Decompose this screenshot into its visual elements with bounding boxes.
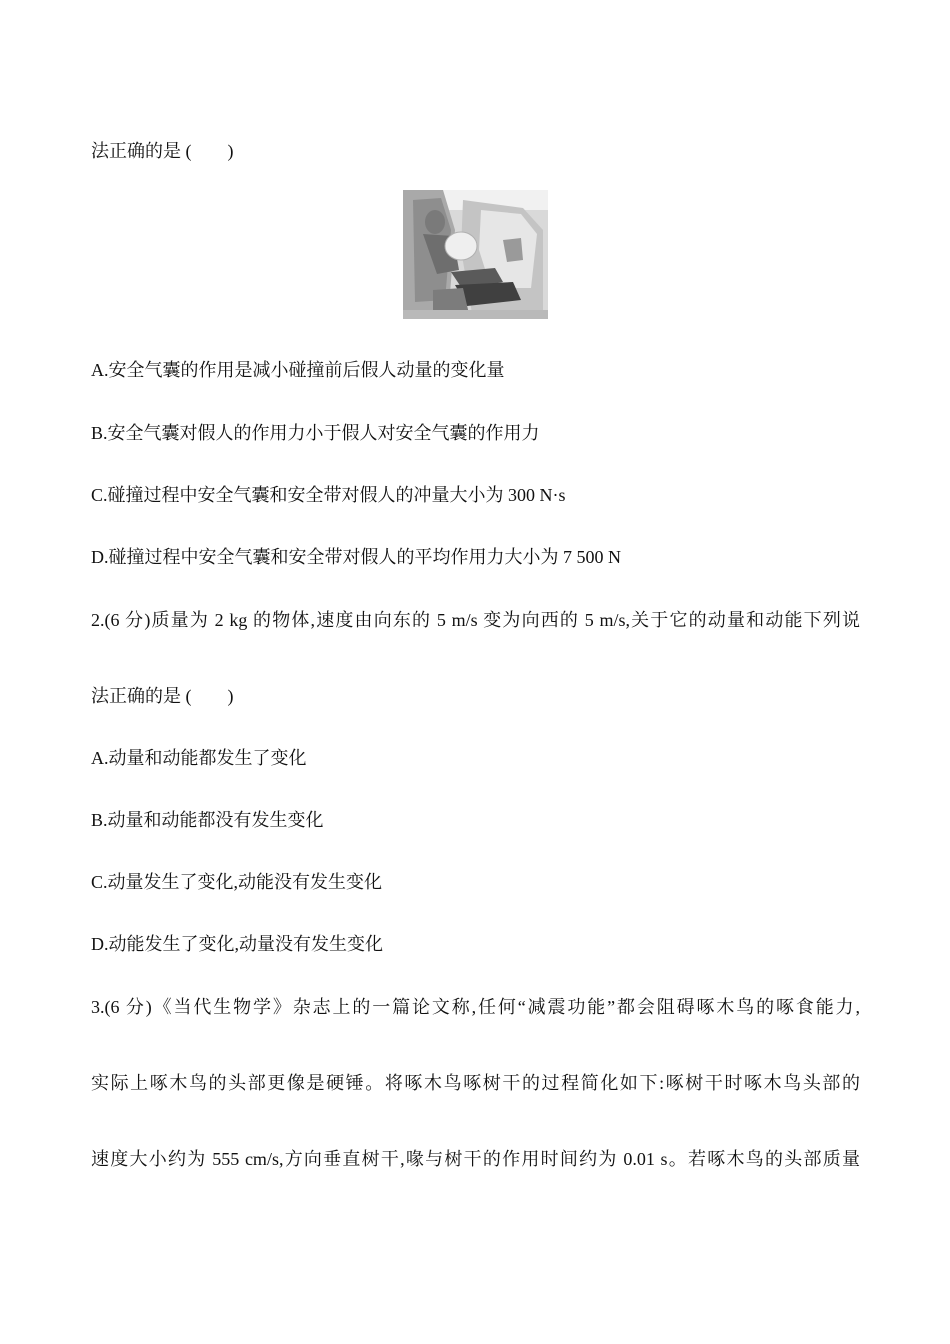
q2-option-b: B.动量和动能都没有发生变化: [91, 810, 324, 830]
crash-test-photo: [403, 190, 548, 319]
q1-option-c: C.碰撞过程中安全气囊和安全带对假人的冲量大小为 300 N·s: [91, 485, 566, 505]
q3-line3: 速度大小约为 555 cm/s,方向垂直树干,喙与树干的作用时间约为 0.01 s。若啄木鸟的头部质量: [91, 1149, 860, 1169]
q2-option-d: D.动能发生了变化,动量没有发生变化: [91, 934, 383, 954]
q3-line1: 3.(6 分)《当代生物学》杂志上的一篇论文称,任何“减震功能”都会阻碍啄木鸟的啄食能力,: [91, 997, 860, 1017]
q1-option-a: A.安全气囊的作用是减小碰撞前后假人动量的变化量: [91, 360, 505, 380]
q3-line2: 实际上啄木鸟的头部更像是硬锤。将啄木鸟啄树干的过程简化如下:啄树干时啄木鸟头部的: [91, 1073, 860, 1093]
q2-option-a: A.动量和动能都发生了变化: [91, 748, 307, 768]
q1-option-b: B.安全气囊对假人的作用力小于假人对安全气囊的作用力: [91, 423, 540, 443]
q1-option-d: D.碰撞过程中安全气囊和安全带对假人的平均作用力大小为 7 500 N: [91, 547, 621, 567]
q2-stem-line2: 法正确的是 ( ): [91, 686, 234, 706]
q2-option-c: C.动量发生了变化,动能没有发生变化: [91, 872, 383, 892]
q1-stem-tail: 法正确的是 ( ): [91, 141, 234, 161]
q2-stem-line1: 2.(6 分)质量为 2 kg 的物体,速度由向东的 5 m/s 变为向西的 5 m/s,关于它的动量和动能下列说: [91, 610, 860, 630]
